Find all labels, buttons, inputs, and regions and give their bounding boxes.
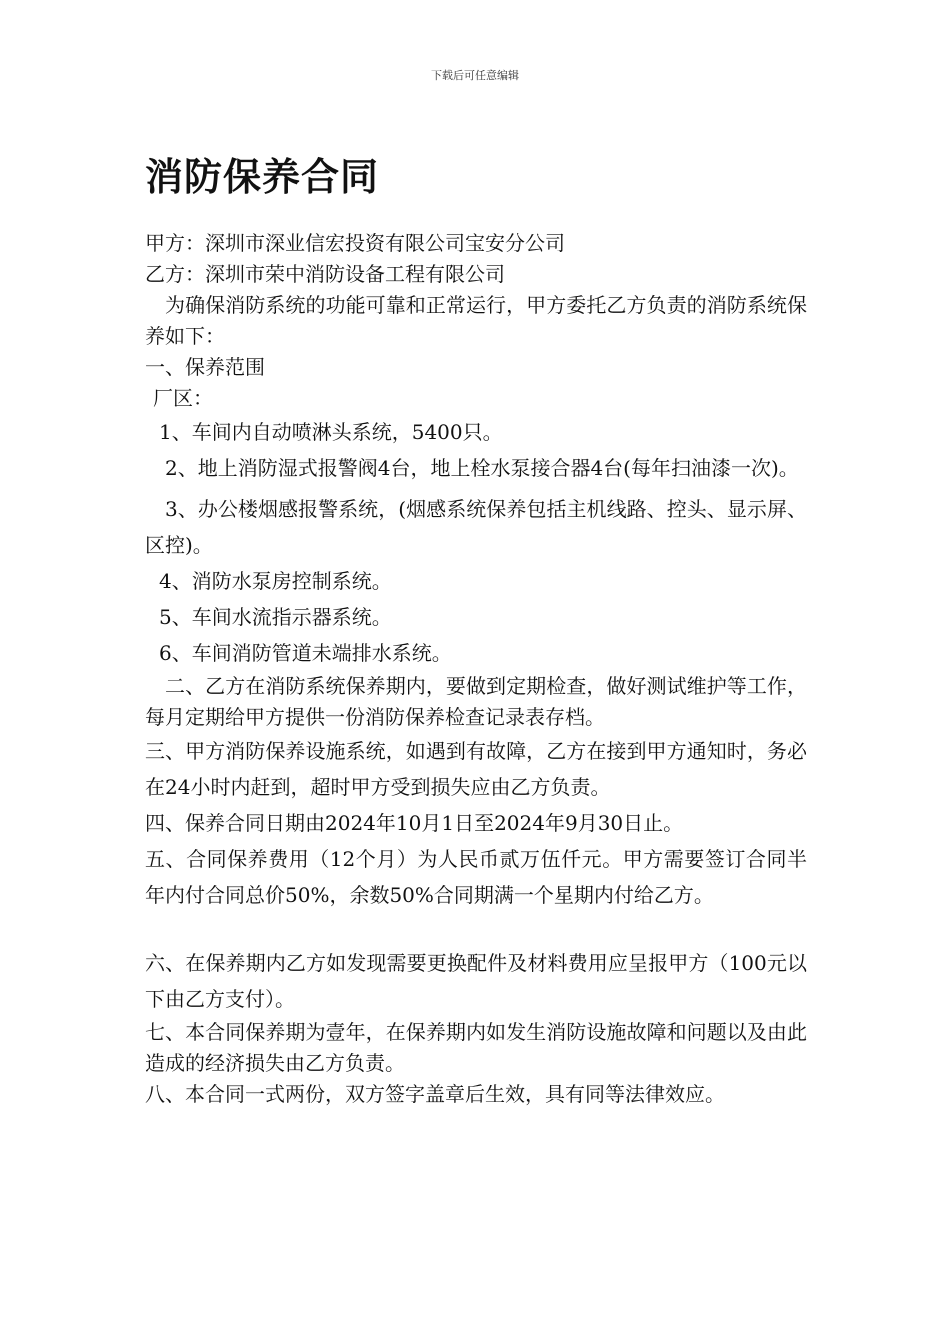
blank-spacer: [145, 913, 807, 945]
clause-6: 六、在保养期内乙方如发现需要更换配件及材料费用应呈报甲方（100元以下由乙方支付）。: [145, 951, 807, 1011]
document-title: 消防保养合同: [145, 155, 380, 199]
header-note: 下载后可任意编辑: [431, 69, 519, 82]
scope-item-1: 1、车间内自动喷淋头系统，5400只。: [159, 420, 503, 444]
clause-2: 二、乙方在消防系统保养期内，要做到定期检查，做好测试维护等工作，每月定期给甲方提供一份消防保养检查记录表存档。: [145, 674, 807, 729]
clause-5: 五、合同保养费用（12个月）为人民币贰万伍仟元。甲方需要签订合同半年内付合同总价50%，余数50%合同期满一个星期内付给乙方。: [145, 847, 807, 907]
scope-item-4: 4、消防水泵房控制系统。: [159, 569, 392, 593]
clause-7: 七、本合同保养期为壹年，在保养期内如发生消防设施故障和问题以及由此造成的经济损失由乙方负责。: [145, 1020, 807, 1075]
scope-item-2: 2、地上消防湿式报警阀4台，地上栓水泵接合器4台(每年扫油漆一次)。: [165, 456, 799, 480]
contract-body: [145, 228, 807, 1110]
scope-item-5: 5、车间水流指示器系统。: [159, 605, 392, 629]
clause-4: 四、保养合同日期由2024年10月1日至2024年9月30日止。: [145, 811, 684, 835]
party-b: 乙方：深圳市荣中消防设备工程有限公司: [145, 262, 505, 286]
party-a: 甲方：深圳市深业信宏投资有限公司宝安分公司: [145, 231, 565, 255]
clause-3: 三、甲方消防保养设施系统，如遇到有故障，乙方在接到甲方通知时，务必在24小时内赶到，超时甲方受到损失应由乙方负责。: [145, 739, 807, 799]
clause-8: 八、本合同一式两份，双方签字盖章后生效，具有同等法律效应。: [145, 1082, 725, 1106]
plant-area-label: 厂区：: [153, 386, 213, 410]
section-heading-scope: 一、保养范围: [145, 355, 265, 379]
scope-item-6: 6、车间消防管道未端排水系统。: [159, 641, 452, 665]
intro-paragraph: 为确保消防系统的功能可靠和正常运行，甲方委托乙方负责的消防系统保养如下：: [145, 293, 807, 348]
scope-item-3: 3、办公楼烟感报警系统，(烟感系统保养包括主机线路、控头、显示屏、区控)。: [145, 497, 807, 557]
